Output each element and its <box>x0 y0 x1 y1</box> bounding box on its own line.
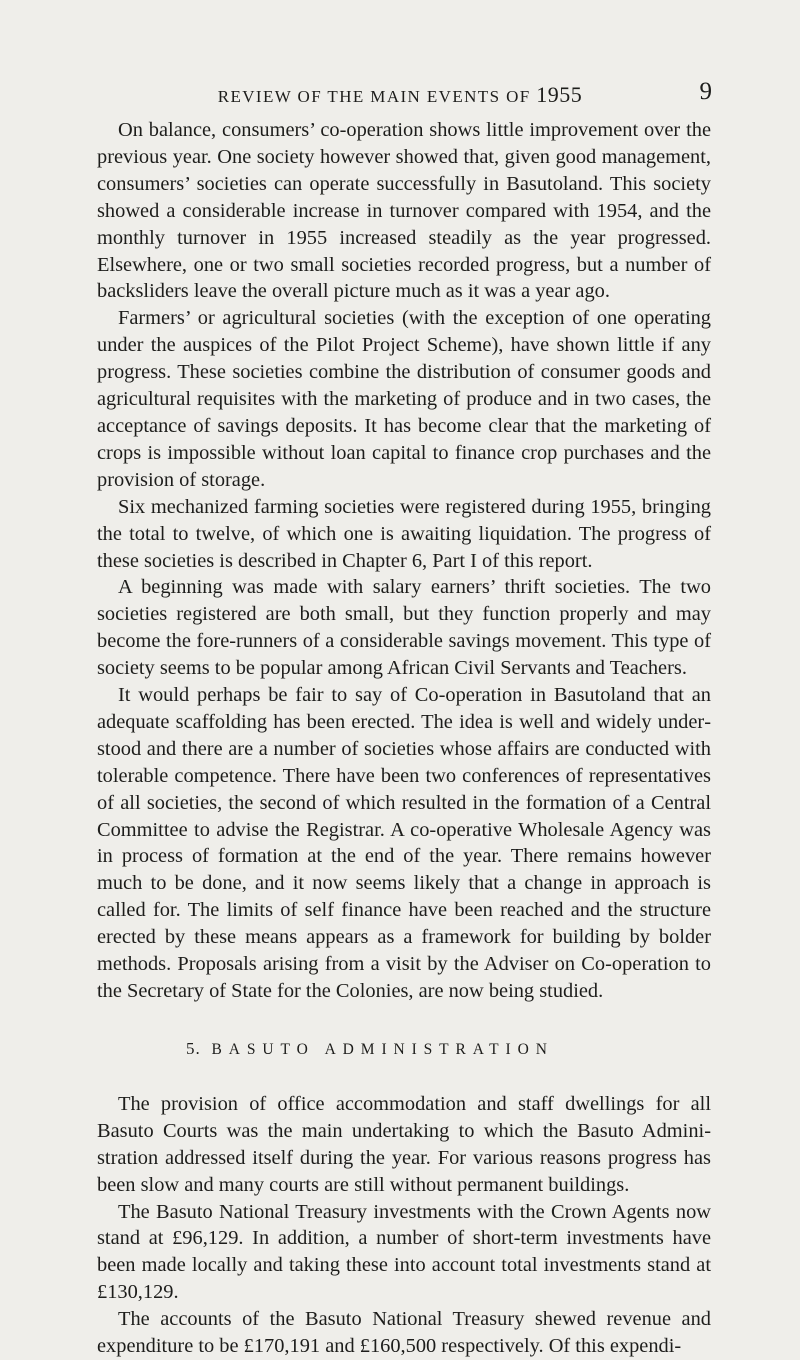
paragraph-text: The Basuto National Treasury investments with the Crown Agents now stand at £96,129. In addition, a number of short-term investments have been made locally and taking these into account total investments stand at £130,129. <box>97 1200 711 1304</box>
paragraph <box>97 1199 711 1307</box>
paragraph <box>97 117 711 305</box>
paragraph <box>97 1091 711 1199</box>
running-title <box>0 82 800 108</box>
paragraph-text: The provision of office accommodation and staff dwellings for all Basuto Courts was the main undertaking to which the Basuto Administration addressed itself during the year. For various reasons progress has been slow and many courts are still without permanent buildings. <box>97 1092 711 1196</box>
running-title-year: 1955 <box>536 82 583 107</box>
paragraph-text: It would perhaps be fair to say of Co-operation in Basutoland that an adequate scaffolding has been erected. The idea is well and widely understood and there are a number of societies whose affairs are conducted with tolerable competence. There have been two conferences of representatives of all societies, the second of which resulted in the formation of a Central Committee to advise the Registrar. A co-operative Wholesale Agency was in process of formation at the end of the year. There remains however much to be done, and it now seems likely that a change in approach is called for. The limits of self finance have been reached and the structure erected by these means appears as a framework for building by bolder methods. Proposals arising from a visit by the Adviser on Co-operation to the Secretary of State for the Colonies, are now being studied. <box>97 684 711 1002</box>
paragraph-text: Six mechanized farming societies were registered during 1955, bringing the total to twelve, of which one is awaiting liquidation. The progress of these societies is described in Chapter 6, Part I of this report. <box>97 495 711 572</box>
running-header <box>0 74 800 114</box>
paragraph-text: A beginning was made with salary earners’ thrift societies. The two societies registered are both small, but they function properly and may become the fore-runners of a considerable savings movement. This type of society seems to be popular among African Civil Servants and Teachers. <box>97 576 711 680</box>
body-text <box>97 117 711 1360</box>
paragraph-text: On balance, consumers’ co-operation shows little improvement over the previous year. One society however showed that, given good management, consumers’ societies can operate successfully in Basutoland. This society showed a considerable increase in turnover compared with 1954, and the monthly turnover in 1955 increased steadily as the year progressed. Elsewhere, one or two small societies recorded progress, but a number of backsliders leave the overall picture much as it was a year ago. <box>97 119 711 303</box>
paragraph-text: Farmers’ or agricultural societies (with the exception of one operating under the auspices of the Pilot Project Scheme), have shown little if any progress. These societies combine the distribution of consumer goods and agricultural requisites with the marketing of produce and in two cases, the acceptance of savings deposits. It has become clear that the marketing of crops is impossible without loan capital to finance crop purchases and the provision of storage. <box>97 307 711 491</box>
paragraph <box>97 305 711 493</box>
running-title-text: REVIEW OF THE MAIN EVENTS OF <box>217 87 531 106</box>
section-heading <box>97 1039 711 1060</box>
paragraph-text: The accounts of the Basuto National Treasury shewed revenue and expenditure to be £170,191 and £160,500 respectively. Of this expendi- <box>97 1308 711 1358</box>
section-title: BASUTO ADMINISTRATION <box>211 1040 554 1058</box>
page-number: 9 <box>699 78 712 105</box>
paragraph <box>97 574 711 682</box>
paragraph <box>97 682 711 1005</box>
paragraph <box>97 494 711 575</box>
paragraph <box>97 1306 711 1360</box>
section-number: 5. <box>186 1038 201 1058</box>
